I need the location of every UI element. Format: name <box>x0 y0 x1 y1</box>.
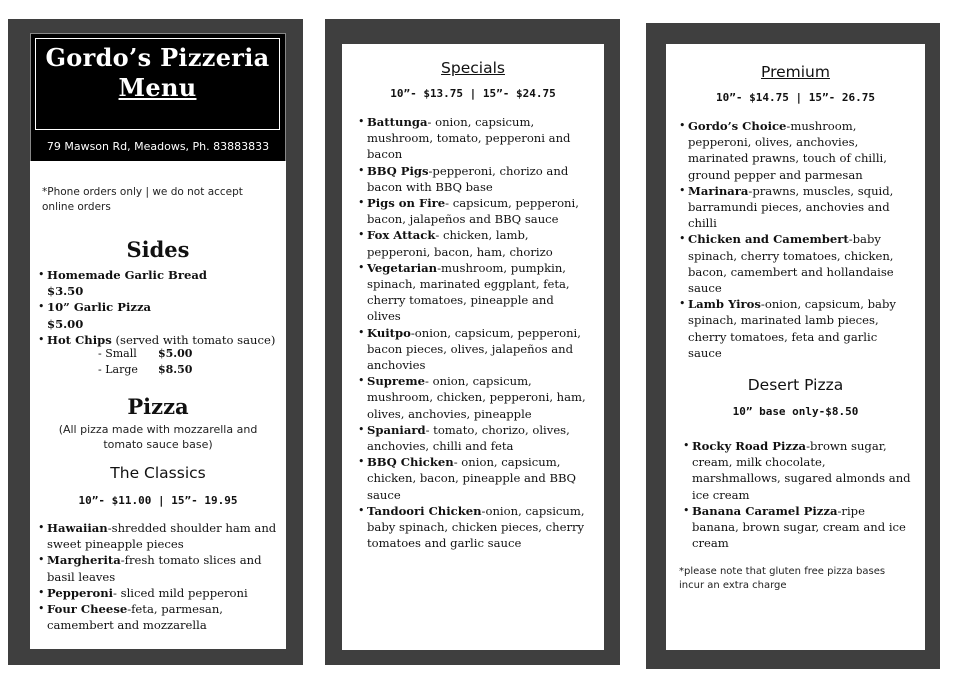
premium-prices: 10”- $14.75 | 15”- 26.75 <box>716 91 875 104</box>
item-name: BBQ Chicken <box>367 455 454 470</box>
classics-heading: The Classics <box>110 464 206 483</box>
list-item <box>358 454 588 503</box>
left-menu-panel <box>8 19 303 665</box>
item-name: Kuitpo <box>367 325 411 340</box>
title-line-2: Menu <box>118 73 197 102</box>
item-name: Tandoori Chicken <box>367 503 482 518</box>
list-item <box>38 299 278 331</box>
pizza-base-note: (All pizza made with mozzarella and tomato sauce base) <box>58 423 258 452</box>
list-item <box>679 183 912 232</box>
specials-card <box>342 44 604 650</box>
desert-list <box>679 438 912 551</box>
size-label: - Small <box>98 347 137 361</box>
item-desc: - onion, capsicum, chicken, bacon, pineapple and BBQ sauce <box>367 455 577 502</box>
list-item <box>683 438 912 503</box>
list-item <box>679 231 912 296</box>
list-item <box>38 520 278 552</box>
item-name: Banana Caramel Pizza <box>692 503 838 518</box>
item-desc: -ripe banana, brown sugar, cream and ice cream <box>692 503 906 551</box>
list-item <box>358 325 588 374</box>
item-desc: - capsicum, pepperoni, bacon, jalapeños and BBQ sauce <box>367 196 579 227</box>
chips-small-row <box>38 346 278 362</box>
list-item <box>358 163 588 195</box>
item-desc: - chicken, lamb, pepperoni, bacon, ham, chorizo <box>367 228 553 259</box>
item-name: Gordo’s Choice <box>688 119 787 133</box>
item-desc: -pepperoni, chorizo and bacon with BBQ base <box>367 163 569 194</box>
item-name: Fox Attack <box>367 228 436 243</box>
list-item <box>358 227 588 259</box>
item-name: Rocky Road Pizza <box>692 439 807 454</box>
item-name: Four Cheese <box>47 602 128 617</box>
right-menu-panel <box>646 23 940 669</box>
middle-menu-panel <box>325 19 620 665</box>
classics-prices: 10”- $11.00 | 15”- 19.95 <box>78 494 238 508</box>
item-price: $5.00 <box>47 316 84 331</box>
item-name: Supreme <box>367 374 426 389</box>
item-desc: -onion, capsicum, baby spinach, chicken pieces, cherry tomatoes and garlic sauce <box>367 503 585 551</box>
list-item <box>38 585 278 601</box>
address: 79 Mawson Rd, Meadows, Ph. 83883833 <box>46 140 270 153</box>
item-name: 10” Garlic Pizza <box>47 300 152 315</box>
specials-heading-text: Specials <box>441 59 505 77</box>
item-price: $3.50 <box>47 284 84 299</box>
list-item <box>358 373 588 422</box>
size-label: - Large <box>98 363 138 377</box>
item-name: Hawaiian <box>47 521 108 536</box>
item-name: BBQ Pigs <box>367 163 429 178</box>
size-price: $8.50 <box>158 363 193 377</box>
sides-list <box>38 267 278 348</box>
list-item <box>38 601 278 633</box>
premium-list <box>679 118 912 361</box>
item-desc: -mushroom, pumpkin, spinach, marinated eggplant, feta, cherry tomatoes, pineapple and olives <box>367 260 570 324</box>
list-item <box>38 267 278 299</box>
list-item <box>358 114 588 163</box>
gluten-free-note: *please note that gluten free pizza bases incur an extra charge <box>679 566 886 592</box>
item-name: Battunga <box>367 115 428 129</box>
premium-heading-text: Premium <box>761 63 830 81</box>
item-name: Hot Chips <box>47 332 112 347</box>
item-name: Chicken and Camembert <box>688 232 849 247</box>
specials-heading <box>358 57 588 79</box>
list-item <box>358 195 588 227</box>
menu-header <box>30 33 286 167</box>
item-desc: (served with tomato sauce) <box>111 332 276 347</box>
premium-card <box>666 44 925 650</box>
list-item <box>679 118 912 183</box>
item-name: Lamb Yiros <box>688 297 761 312</box>
item-desc: -brown sugar, cream, milk chocolate, marshmallows, sugared almonds and ice cream <box>692 439 911 502</box>
phone-orders-notice: *Phone orders only | we do not accept online orders <box>42 186 243 213</box>
specials-list <box>358 114 588 551</box>
title-box <box>35 38 280 130</box>
item-desc: -fresh tomato slices and basil leaves <box>47 553 262 584</box>
item-desc: -onion, capsicum, baby spinach, marinated lamb pieces, cherry tomatoes, feta and garlic sauce <box>688 297 896 360</box>
chips-large-row <box>38 362 278 378</box>
item-name: Homemade Garlic Bread <box>47 268 207 282</box>
classics-list <box>38 520 278 633</box>
pizza-heading: Pizza <box>127 394 189 420</box>
list-item <box>358 503 588 552</box>
item-desc: -baby spinach, cherry tomatoes, chicken, bacon, camembert and hollandaise sauce <box>688 232 894 296</box>
list-item <box>38 332 278 348</box>
list-item <box>683 503 912 552</box>
item-desc: -mushroom, pepperoni, olives, anchovies, marinated prawns, touch of chilli, ground pepper and parmesan <box>688 119 887 182</box>
item-desc: - onion, capsicum, mushroom, tomato, pepperoni and bacon <box>367 115 571 162</box>
item-desc: - tomato, chorizo, olives, anchovies, chilli and feta <box>367 422 570 454</box>
desert-heading: Desert Pizza <box>747 376 844 395</box>
item-name: Marinara <box>688 183 749 198</box>
item-desc: -prawns, muscles, squid, barramundi pieces, anchovies and chilli <box>688 183 894 231</box>
desert-prices: 10” base only-$8.50 <box>732 405 859 419</box>
item-name: Pepperoni <box>47 585 114 600</box>
item-desc: - sliced mild pepperoni <box>113 585 248 600</box>
left-card <box>30 161 286 649</box>
item-name: Margherita <box>47 553 121 568</box>
item-desc: - onion, capsicum, mushroom, chicken, pepperoni, ham, olives, anchovies, pineapple <box>367 374 586 421</box>
size-price: $5.00 <box>158 347 193 361</box>
item-desc: -feta, parmesan, camembert and mozzarella <box>47 602 223 633</box>
premium-heading <box>679 61 912 83</box>
list-item <box>358 422 588 454</box>
restaurant-title <box>36 43 279 103</box>
item-name: Pigs on Fire <box>367 196 446 211</box>
sides-heading: Sides <box>126 237 190 262</box>
title-line-1: Gordo’s Pizzeria <box>45 43 270 72</box>
item-name: Vegetarian <box>367 260 438 275</box>
list-item <box>38 552 278 584</box>
specials-prices: 10”- $13.75 | 15”- $24.75 <box>390 87 556 100</box>
list-item <box>358 260 588 325</box>
item-name: Spaniard <box>367 422 426 437</box>
item-desc: -shredded shoulder ham and sweet pineapple pieces <box>47 521 277 552</box>
item-desc: -onion, capsicum, pepperoni, bacon pieces, olives, jalapeños and anchovies <box>367 325 581 373</box>
list-item <box>679 296 912 361</box>
